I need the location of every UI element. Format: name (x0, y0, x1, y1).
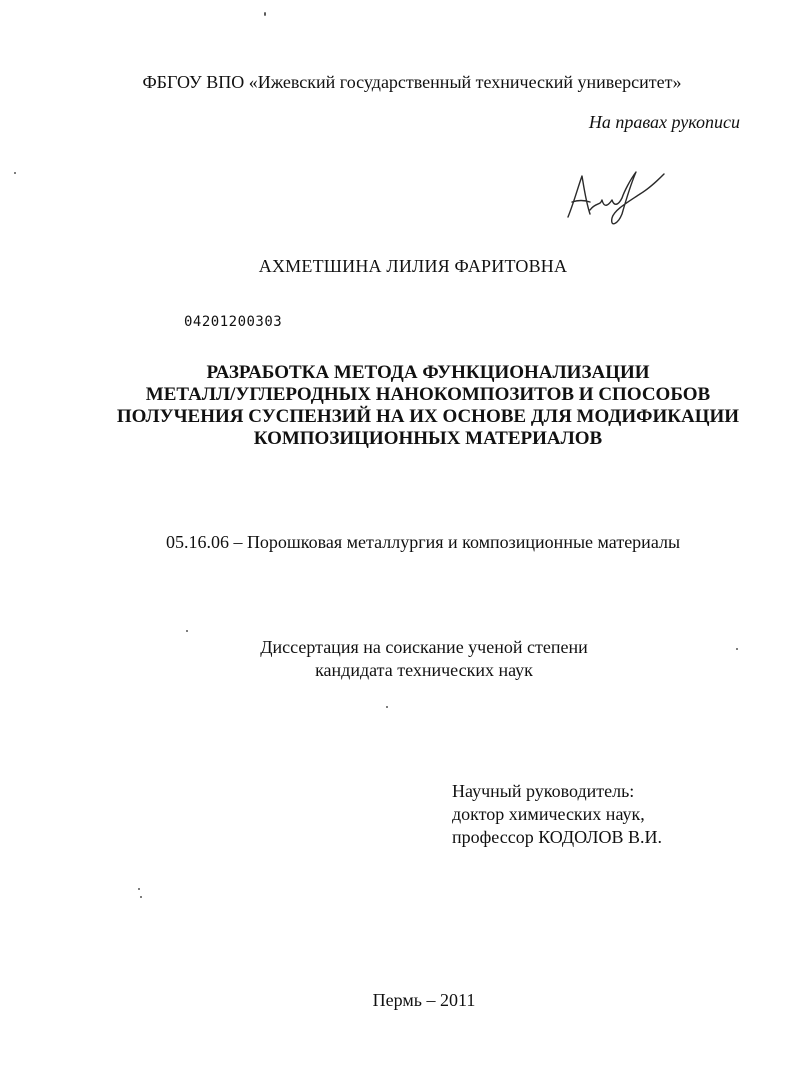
scan-speck (264, 12, 266, 16)
specialty-code: 05.16.06 – Порошковая металлургия и композиционные материалы (165, 532, 681, 552)
rights-note: На правах рукописи (588, 112, 740, 132)
title-line: КОМПОЗИЦИОННЫХ МАТЕРИАЛОВ (253, 428, 603, 449)
scan-speck (14, 172, 16, 174)
degree-line: Диссертация на соискание ученой степени (260, 637, 588, 657)
place-and-year: Пермь – 2011 (372, 990, 476, 1010)
degree-statement (0, 636, 796, 682)
supervisor-label: Научный руководитель: (452, 781, 635, 801)
scan-speck (386, 706, 388, 708)
title-line: МЕТАЛЛ/УГЛЕРОДНЫХ НАНОКОМПОЗИТОВ И СПОСОБОВ (145, 384, 711, 405)
scan-speck (736, 648, 738, 650)
author-signature (560, 162, 670, 232)
title-line: ПОЛУЧЕНИЯ СУСПЕНЗИЙ НА ИХ ОСНОВЕ ДЛЯ МОДИФИКАЦИИ (116, 406, 740, 427)
scan-speck (140, 896, 142, 898)
institution-name: ФБГОУ ВПО «Ижевский государственный технический университет» (142, 72, 682, 92)
scan-speck (186, 630, 188, 632)
scientific-supervisor (452, 780, 662, 849)
dissertation-title (60, 362, 796, 450)
supervisor-name: профессор КОДОЛОВ В.И. (452, 827, 662, 847)
registration-code: 04201200303 (184, 314, 283, 330)
title-line: РАЗРАБОТКА МЕТОДА ФУНКЦИОНАЛИЗАЦИИ (206, 362, 650, 383)
degree-line: кандидата технических наук (315, 660, 533, 680)
scan-speck (138, 888, 140, 890)
author-name: АХМЕТШИНА ЛИЛИЯ ФАРИТОВНА (258, 256, 568, 276)
supervisor-degree: доктор химических наук, (452, 804, 645, 824)
